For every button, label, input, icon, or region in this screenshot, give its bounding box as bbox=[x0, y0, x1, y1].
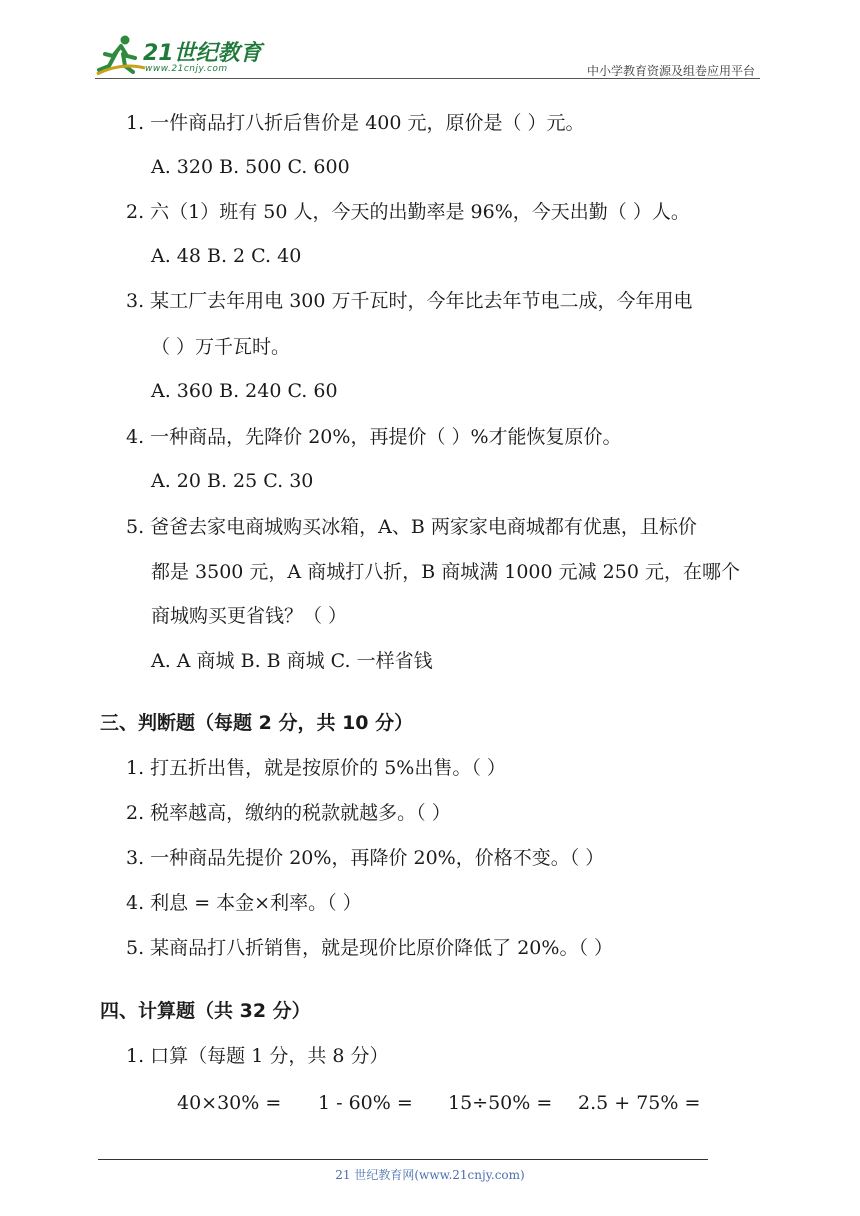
question-3: 3. 某工厂去年用电 300 万千瓦时，今年比去年节电二成，今年用电 bbox=[126, 290, 693, 312]
logo-wordmark: 21世纪教育 bbox=[143, 41, 262, 66]
section-4-subheading: 1. 口算（每题 1 分，共 8 分） bbox=[126, 1045, 389, 1067]
judge-item-5: 5. 某商品打八折销售，就是现价比原价降低了 20%。（ ） bbox=[126, 937, 613, 959]
footer-divider bbox=[98, 1159, 708, 1160]
question-2: 2. 六（1）班有 50 人，今天的出勤率是 96%，今天出勤（ ）人。 bbox=[126, 201, 690, 223]
oral-calc-row bbox=[0, 1090, 860, 1116]
footer-text: 21 世纪教育网(www.21cnjy.com) bbox=[335, 1168, 525, 1182]
question-5-line-2: 都是 3500 元，A 商城打八折，B 商城满 1000 元减 250 元，在哪个 bbox=[151, 561, 740, 583]
section-4-title: 四、计算题（共 32 分） bbox=[100, 1000, 311, 1022]
judge-item-2: 2. 税率越高，缴纳的税款就越多。（ ） bbox=[126, 802, 451, 824]
question-2-options: A. 48 B. 2 C. 40 bbox=[151, 245, 302, 267]
question-1-options: A. 320 B. 500 C. 600 bbox=[151, 156, 350, 178]
runner-logo-icon bbox=[95, 32, 147, 76]
calc-item-3: 15÷50% = bbox=[448, 1092, 553, 1114]
question-4: 4. 一种商品，先降价 20%，再提价（ ）%才能恢复原价。 bbox=[126, 426, 622, 448]
site-logo bbox=[95, 32, 265, 76]
question-5-options: A. A 商城 B. B 商城 C. 一样省钱 bbox=[151, 650, 433, 672]
logo-url: www.21cnjy.com bbox=[145, 64, 228, 74]
calc-item-2: 1 - 60% = bbox=[318, 1092, 413, 1114]
judge-item-1: 1. 打五折出售，就是按原价的 5%出售。（ ） bbox=[126, 757, 506, 779]
platform-caption: 中小学教育资源及组卷应用平台 bbox=[586, 64, 755, 78]
judge-item-3: 3. 一种商品先提价 20%，再降价 20%，价格不变。（ ） bbox=[126, 847, 605, 869]
header-divider bbox=[95, 78, 760, 79]
question-1: 1. 一件商品打八折后售价是 400 元，原价是（ ）元。 bbox=[126, 112, 585, 134]
calc-item-1: 40×30% = bbox=[177, 1092, 282, 1114]
section-3-title: 三、判断题（每题 2 分，共 10 分） bbox=[100, 712, 414, 734]
question-4-options: A. 20 B. 25 C. 30 bbox=[151, 470, 314, 492]
question-5: 5. 爸爸去家电商城购买冰箱，A、B 两家家电商城都有优惠，且标价 bbox=[126, 516, 697, 538]
page-header bbox=[95, 30, 760, 78]
question-3-options: A. 360 B. 240 C. 60 bbox=[151, 380, 338, 402]
question-3-continuation: （ ）万千瓦时。 bbox=[151, 336, 291, 358]
question-5-line-3: 商城购买更省钱？（ ） bbox=[151, 605, 348, 627]
judge-item-4: 4. 利息 = 本金×利率。（ ） bbox=[126, 892, 362, 914]
calc-item-4: 2.5 + 75% = bbox=[578, 1092, 701, 1114]
